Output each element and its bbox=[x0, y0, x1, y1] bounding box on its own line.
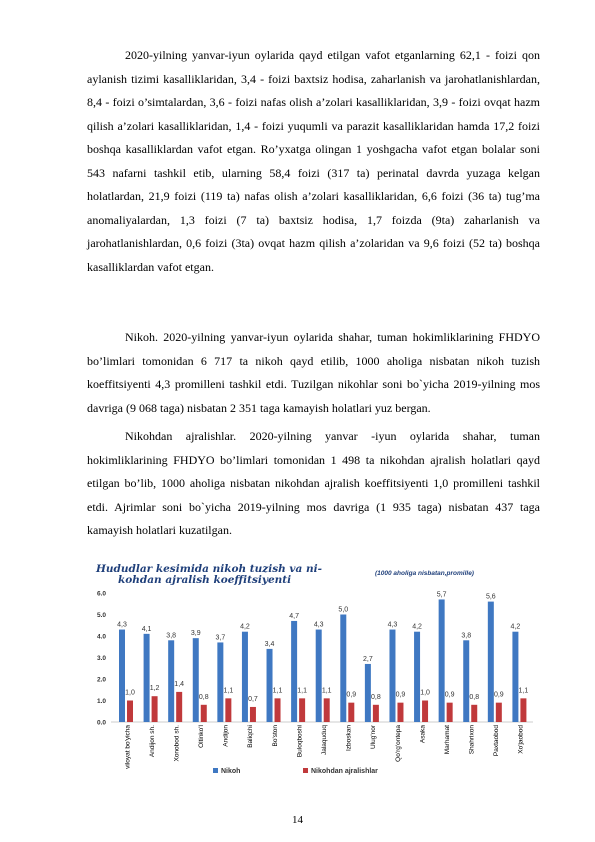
category-label: viloyat bo'yicha bbox=[124, 725, 132, 769]
y-tick-label: 5.0 bbox=[96, 612, 106, 619]
paragraph-marriage: Nikoh. 2020-yilning yanvar-iyun oylarida shahar, tuman hokimliklarining FHDYO bo’limlari tomonidan 6 717 ta nikoh qayd etilib, 1000 aholiga nisbatan nikoh tuzish koeffitsiyenti 4,3 promilleni tashkil etdi. Tuzilgan nikohlar soni bo`yicha 2019-yilning mos davriga (9 068 taga) nisbatan 2 351 taga kamayish holatlari yuz bergan. bbox=[87, 330, 540, 415]
bar-nikohdan-ajralish bbox=[250, 707, 256, 722]
data-label-nikoh: 2,7 bbox=[363, 655, 373, 663]
bar-nikohdan-ajralish bbox=[373, 705, 379, 722]
data-label-nikoh: 4,2 bbox=[510, 623, 521, 631]
data-label-nikoh: 4,3 bbox=[117, 621, 127, 629]
bar-nikohdan-ajralish bbox=[127, 701, 133, 723]
category-label: Bo'ston bbox=[271, 725, 279, 747]
y-tick-label: 3.0 bbox=[96, 655, 106, 662]
bar-nikohdan-ajralish bbox=[422, 701, 428, 723]
data-label-ajralish: 0,9 bbox=[395, 691, 406, 699]
category-label: Jalaquduq bbox=[321, 725, 328, 755]
bar-nikohdan-ajralish bbox=[324, 698, 330, 722]
data-label-ajralish: 1,1 bbox=[223, 687, 234, 695]
bar-nikoh bbox=[439, 599, 445, 722]
bar-nikohdan-ajralish bbox=[496, 703, 502, 722]
data-label-ajralish: 0,9 bbox=[493, 691, 504, 699]
category-label: Shahrixon bbox=[468, 725, 476, 755]
paragraph-divorce: Nikohdan ajralishlar. 2020-yilning yanvar -iyun oylarida shahar, tuman hokimliklarining FHDYO bo’limlari tomonidan 1 498 ta nikohdan ajralish holatlari qayd etilgan bo’lib, 1000 aholiga nisbatan nikohdan ajralish koeffitsiyenti 1,0 promilleni tashkil etdi. Ajrimlar soni bo`yicha 2019-yilning mos davriga (1 935 taga) nisbatan 437 taga kamayish holatlari kuzatilgan. bbox=[87, 429, 540, 537]
data-label-ajralish: 1,4 bbox=[174, 680, 185, 688]
y-tick-label: 1.0 bbox=[96, 698, 106, 705]
y-tick-label: 0.0 bbox=[96, 719, 106, 727]
data-label-nikoh: 5,6 bbox=[485, 593, 496, 601]
legend-label-nikoh: Nikoh bbox=[221, 768, 241, 775]
bar-nikoh bbox=[217, 642, 223, 722]
legend-swatch-nikoh bbox=[213, 768, 218, 773]
data-label-nikoh: 4,2 bbox=[240, 623, 250, 631]
legend-label-ajralish: Nikohdan ajralishlar bbox=[311, 768, 378, 775]
data-label-ajralish: 1,1 bbox=[518, 687, 529, 695]
bar-nikohdan-ajralish bbox=[152, 696, 158, 722]
category-label: Buloqboshi bbox=[296, 725, 304, 758]
data-label-nikoh: 3,4 bbox=[264, 640, 275, 648]
category-label: Izboskan bbox=[345, 725, 353, 752]
bar-nikohdan-ajralish bbox=[201, 705, 207, 722]
data-label-nikoh: 4,2 bbox=[412, 623, 422, 631]
data-label-ajralish: 1,1 bbox=[321, 687, 332, 695]
data-label-nikoh: 5,7 bbox=[436, 591, 447, 599]
category-label: Oltinko'l bbox=[198, 725, 206, 748]
data-label-ajralish: 0,8 bbox=[469, 693, 480, 701]
data-label-nikoh: 4,7 bbox=[289, 612, 299, 620]
bar-nikoh bbox=[291, 621, 297, 722]
data-label-nikoh: 3,8 bbox=[166, 632, 177, 640]
data-label-ajralish: 1,0 bbox=[125, 689, 135, 697]
category-label: Andijon bbox=[222, 725, 230, 747]
category-label: Xonobod sh. bbox=[173, 725, 181, 762]
category-label: Qo'rg'ontepa bbox=[394, 725, 402, 762]
y-tick-label: 6.0 bbox=[96, 590, 106, 598]
chart-title-line2: kohdan ajralish koeffitsiyenti bbox=[118, 574, 292, 586]
bar-nikoh bbox=[119, 630, 125, 722]
bar-nikoh bbox=[365, 664, 371, 722]
data-label-ajralish: 0,9 bbox=[444, 691, 455, 699]
bar-nikoh bbox=[463, 640, 469, 722]
data-label-ajralish: 0,8 bbox=[371, 693, 381, 701]
bar-nikoh bbox=[414, 632, 420, 722]
bar-nikoh bbox=[488, 602, 494, 722]
bar-nikoh bbox=[316, 630, 322, 722]
paragraph-deaths: 2020-yilning yanvar-iyun oylarida qayd etilgan vafot etganlarning 62,1 - foizi qon aylanish tizimi kasalliklaridan, 3,4 - foizi baxtsiz hodisa, zaharlanish va jarohatlanishlardan, 8,4 - foizi o’simtalardan, 3,6 - foizi nafas olish a’zolari kasalliklaridan, 3,9 - foizi ovqat hazm qilish a’zolari kasalliklaridan, 1,4 - foizi yuqumli va parazit kasalliklaridan hamda 17,2 foizi boshqa kasalliklardan vafot etgan. Ro’yxatga olingan 1 yoshgacha vafot etgan bolalar soni 543 nafarni tashkil etib, ularning 58,4 foizi (317 ta) perinatal davrda yuzaga kelgan holatlardan, 21,9 foizi (119 ta) nafas olish a’zolari kasalliklaridan, 6,6 foizi (36 ta) tug’ma anomaliyalardan, 1,3 foizi (7 ta) baxtsiz hodisa, 1,7 foizda (9ta) zaharlanish va jarohatlanishlardan, 0,6 foizi (3ta) ovqat hazm qilish a’zolaridan va 9,6 foizi (52 ta) boshqa kasalliklardan vafot etgan. bbox=[87, 48, 540, 274]
bar-nikohdan-ajralish bbox=[275, 698, 281, 722]
chart-title-line1: Hududlar kesimida nikoh tuzish va ni- bbox=[96, 563, 322, 575]
marriage-divorce-chart bbox=[93, 562, 541, 782]
bar-nikoh bbox=[340, 615, 346, 723]
data-label-nikoh: 4,3 bbox=[313, 621, 324, 629]
data-label-ajralish: 1,2 bbox=[149, 685, 160, 693]
data-label-nikoh: 4,1 bbox=[141, 625, 152, 633]
bar-nikohdan-ajralish bbox=[471, 705, 477, 722]
bar-nikohdan-ajralish bbox=[397, 703, 403, 722]
data-label-nikoh: 4,3 bbox=[387, 621, 398, 629]
chart-note: (1000 aholiga nisbatan,promille) bbox=[375, 570, 474, 577]
bar-nikohdan-ajralish bbox=[348, 703, 354, 722]
bar-nikohdan-ajralish bbox=[520, 698, 526, 722]
bar-nikoh bbox=[512, 632, 518, 722]
data-label-ajralish: 1,0 bbox=[420, 689, 430, 697]
data-label-nikoh: 5,0 bbox=[338, 606, 349, 614]
bar-nikohdan-ajralish bbox=[225, 698, 231, 722]
category-label: Andijon sh. bbox=[148, 725, 156, 758]
bar-nikohdan-ajralish bbox=[299, 698, 305, 722]
legend-swatch-ajralish bbox=[303, 768, 308, 773]
data-label-nikoh: 3,7 bbox=[215, 634, 226, 642]
y-tick-label: 4.0 bbox=[96, 633, 106, 641]
data-label-ajralish: 1,1 bbox=[272, 687, 283, 695]
data-label-ajralish: 0,9 bbox=[346, 691, 357, 699]
bar-nikoh bbox=[389, 630, 395, 722]
chart-svg bbox=[93, 562, 541, 782]
bar-nikohdan-ajralish bbox=[447, 703, 453, 722]
data-label-ajralish: 0,8 bbox=[198, 693, 209, 701]
category-label: Ulug'nor bbox=[370, 725, 378, 750]
bar-nikoh bbox=[267, 649, 273, 722]
bar-nikoh bbox=[144, 634, 150, 722]
bar-nikoh bbox=[193, 638, 199, 722]
y-tick-label: 2.0 bbox=[96, 676, 106, 684]
data-label-ajralish: 1,1 bbox=[297, 687, 307, 695]
bar-nikohdan-ajralish bbox=[176, 692, 182, 722]
category-label: Asaka bbox=[419, 725, 427, 744]
data-label-nikoh: 3,9 bbox=[190, 630, 201, 638]
bar-nikoh bbox=[168, 640, 174, 722]
category-label: Marhamat bbox=[443, 725, 451, 755]
page-number: 14 bbox=[292, 814, 303, 826]
category-label: Xo'jaobod bbox=[517, 725, 525, 754]
bar-nikoh bbox=[242, 632, 248, 722]
data-label-ajralish: 0,7 bbox=[248, 695, 258, 703]
data-label-nikoh: 3,8 bbox=[461, 632, 472, 640]
category-label: Baliqchi bbox=[247, 725, 255, 748]
category-label: Paxtaobod bbox=[493, 725, 501, 757]
